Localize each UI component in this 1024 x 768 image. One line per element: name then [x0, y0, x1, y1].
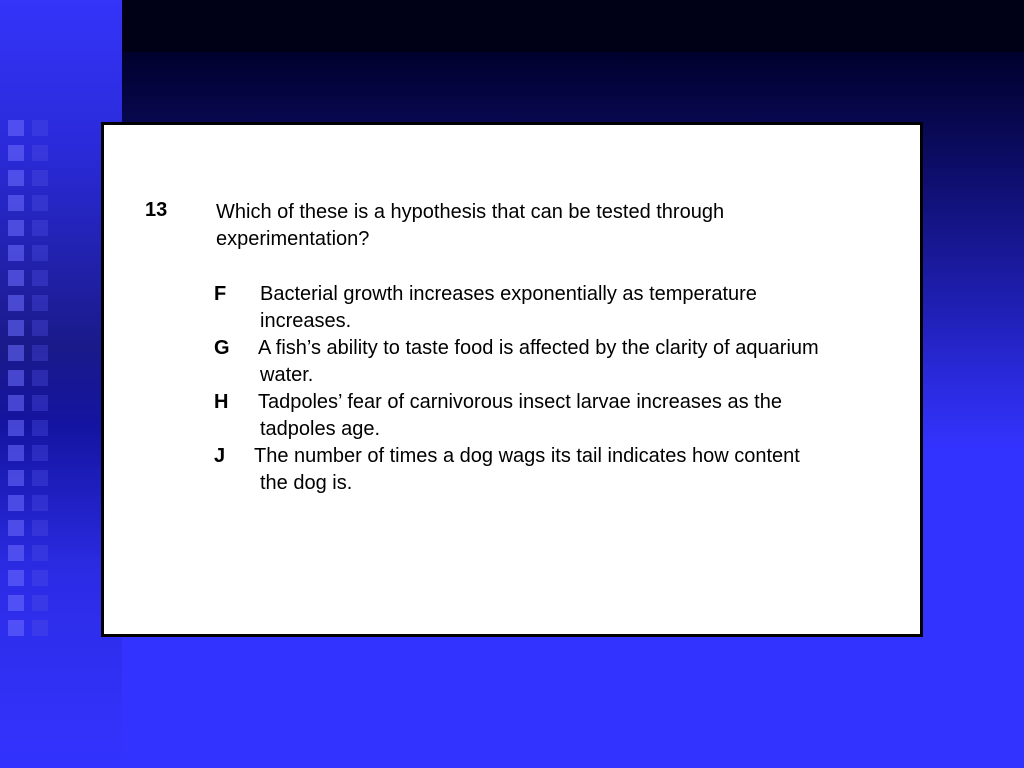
decorative-square — [32, 120, 48, 136]
decorative-square — [8, 245, 24, 261]
decorative-square — [32, 370, 48, 386]
decorative-square — [8, 120, 24, 136]
decorative-square — [32, 345, 48, 361]
choice-text — [254, 443, 904, 497]
choice-text-line1: The number of times a dog wags its tail indicates how content — [254, 445, 800, 467]
decorative-square — [8, 270, 24, 286]
choice-text-line2: water. — [260, 364, 314, 386]
decorative-square — [32, 620, 48, 636]
decorative-square — [32, 445, 48, 461]
decorative-square — [32, 145, 48, 161]
choice-text-line1: A fish’s ability to taste food is affected by the clarity of aquarium — [258, 337, 819, 359]
choice-h[interactable] — [214, 389, 914, 443]
decorative-square — [32, 170, 48, 186]
choice-letter: J — [214, 445, 226, 467]
decorative-square — [8, 195, 24, 211]
decorative-square — [8, 345, 24, 361]
decorative-square — [32, 295, 48, 311]
decorative-square — [8, 145, 24, 161]
decorative-square — [8, 520, 24, 536]
decorative-square — [8, 320, 24, 336]
choice-text-line2: the dog is. — [260, 472, 353, 494]
decorative-square — [32, 245, 48, 261]
decorative-square — [32, 545, 48, 561]
choice-text — [260, 281, 910, 335]
decorative-square — [8, 420, 24, 436]
decorative-square — [32, 570, 48, 586]
choice-text-line2: tadpoles age. — [260, 418, 381, 440]
choice-letter: G — [214, 337, 230, 359]
choice-text — [258, 335, 908, 389]
choice-text-line1: Bacterial growth increases exponentially as temperature — [260, 283, 757, 305]
choice-letter: H — [214, 391, 229, 413]
decorative-square — [8, 220, 24, 236]
decorative-square — [32, 320, 48, 336]
decorative-square — [8, 470, 24, 486]
decorative-square — [8, 620, 24, 636]
decorative-squares-secondary — [32, 120, 48, 645]
choice-text-line2: increases. — [260, 310, 352, 332]
decorative-square — [32, 595, 48, 611]
answer-choices — [214, 281, 914, 497]
choice-text-line1: Tadpoles’ fear of carnivorous insect larvae increases as the — [258, 391, 782, 413]
choice-text — [258, 389, 908, 443]
choice-g[interactable] — [214, 335, 914, 389]
decorative-square — [32, 395, 48, 411]
decorative-square — [32, 195, 48, 211]
choice-f[interactable] — [214, 281, 914, 335]
decorative-square — [8, 370, 24, 386]
decorative-square — [32, 495, 48, 511]
question-text: Which of these is a hypothesis that can be tested through experimentation? — [216, 201, 725, 250]
decorative-square — [32, 470, 48, 486]
decorative-squares — [8, 120, 24, 645]
decorative-square — [8, 170, 24, 186]
choice-j[interactable] — [214, 443, 914, 497]
choice-letter: F — [214, 283, 227, 305]
decorative-square — [8, 570, 24, 586]
decorative-square — [8, 495, 24, 511]
decorative-square — [8, 595, 24, 611]
decorative-square — [32, 270, 48, 286]
question-number: 13 — [145, 199, 168, 221]
decorative-square — [32, 520, 48, 536]
decorative-square — [8, 295, 24, 311]
decorative-square — [8, 545, 24, 561]
decorative-square — [32, 220, 48, 236]
decorative-square — [8, 445, 24, 461]
decorative-square — [8, 395, 24, 411]
decorative-square — [32, 420, 48, 436]
